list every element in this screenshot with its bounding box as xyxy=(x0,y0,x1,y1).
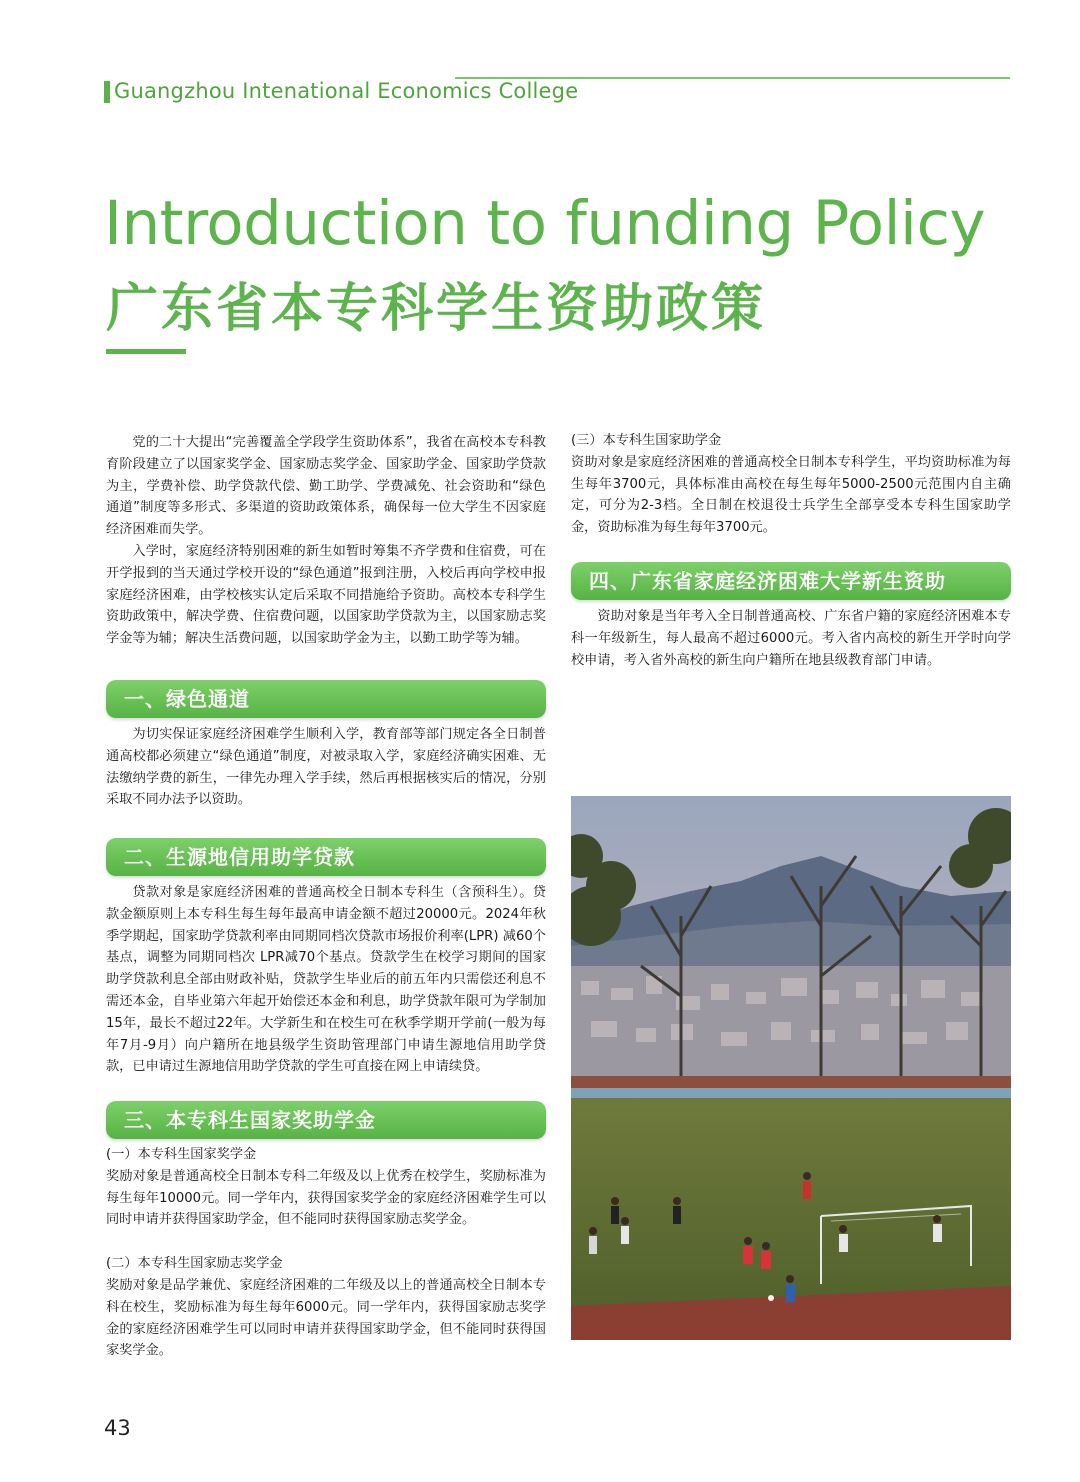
intro-paragraph-1: 党的二十大提出“完善覆盖全学段学生资助体系”，我省在高校本专科教育阶段建立了以国家奖学金、国家励志奖学金、国家助学金、国家助学贷款为主，学费补偿、助学贷款代偿、勤工助学、学费减免、社会资助和“绿色通道”制度等多形式、多渠道的资助政策体系，确保每一位大学生不因家庭经济困难而失学。 xyxy=(106,435,546,538)
intro-paragraph-2: 入学时，家庭经济特别困难的新生如暂时筹集不齐学费和住宿费，可在开学报到的当天通过学校开设的“绿色通道”报到注册，入校后再向学校申报家庭经济困难，由学校核实认定后采取不同措施给予资助。高校本专科学生资助政策中，解决学费、住宿费问题，以国家助学贷款为主，以国家励志奖学金等为辅；解决生活费问题，以国家助学金为主，以勤工助学等为辅。 xyxy=(106,543,546,647)
section-2-body-block xyxy=(106,882,546,1078)
header-accent-bar xyxy=(104,81,110,103)
section-3-header: 三、本专科生国家奖助学金 xyxy=(106,1101,546,1139)
college-name: Guangzhou Intenational Economics College xyxy=(114,79,579,103)
section-3-sub2-body: 奖励对象是品学兼优、家庭经济困难的二年级及以上的普通高校全日制本专科在校生，奖励标准为每生每年6000元。同一学年内，获得国家励志奖学金的家庭经济困难学生可以同时申请并获得国家助学金，但不能同时获得国家奖学金。 xyxy=(106,1277,546,1359)
section-4-header: 四、广东省家庭经济困难大学新生资助 xyxy=(571,562,1011,600)
section-2-header: 二、生源地信用助学贷款 xyxy=(106,838,546,876)
title-english: Introduction to funding Policy xyxy=(104,188,986,259)
section-3-sub3-block xyxy=(571,430,1011,539)
section-2-body: 贷款对象是家庭经济困难的普通高校全日制本专科生（含预科生）。贷款金额原则上本专科生每生每年最高申请金额不超过20000元。2024年秋季学期起，国家助学贷款利率由同期同档次贷款市场报价利率(LPR) 减60个基点，调整为同期同档次 LPR减70个基点。贷款学生在校学习期间的国家助学贷款利息全部由财政补贴，贷款学生毕业后的前五年内只需偿还利息不需还本金，自毕业第六年起开始偿还本金和利息，助学贷款年限可为学制加15年，最长不超过22年。大学新生和在校生可在秋季学期开学前(一般为每年7月-9月）向户籍所在地县级学生资助管理部门申请生源地信用助学贷款，已申请过生源地信用助学贷款的学生可直接在网上申请续贷。 xyxy=(106,885,546,1075)
section-3-sub3-body: 资助对象是家庭经济困难的普通高校全日制本专科学生，平均资助标准为每生每年3700元，具体标准由高校在每生每年5000-2500元范围内自主确定，可分为2-3档。全日制在校退役士兵学生全部享受本专科生国家助学金，资助标准为每生每年3700元。 xyxy=(571,454,1011,536)
section-3-sub1-title: (一）本专科生国家奖学金 xyxy=(106,1147,257,1162)
section-3-sub2-title: (二）本专科生国家励志奖学金 xyxy=(106,1256,283,1272)
section-3-sub1-body: 奖励对象是普通高校全日制本专科二年级及以上优秀在校学生，奖励标准为每生每年10000元。同一学年内，获得国家奖学金的家庭经济困难学生可以同时申请并获得国家助学金，但不能同时获得国家励志奖学金。 xyxy=(106,1168,546,1228)
section-3-sub3-title: (三）本专科生国家助学金 xyxy=(571,433,722,448)
section-1-header: 一、绿色通道 xyxy=(106,680,546,718)
section-1-body-block xyxy=(106,724,546,811)
intro-block xyxy=(106,432,546,650)
campus-football-photo xyxy=(571,796,1011,1340)
page-number: 43 xyxy=(104,1416,131,1440)
section-4-body: 资助对象是当年考入全日制普通高校、广东省户籍的家庭经济困难本专科一年级新生，每人最高不超过6000元。考入省内高校的新生开学时向学校申请，考入省外高校的新生向户籍所在地县级教育部门申请。 xyxy=(571,609,1011,668)
section-3-block xyxy=(106,1144,546,1362)
section-4-body-block xyxy=(571,606,1011,671)
title-chinese: 广东省本专科学生资助政策 xyxy=(106,279,767,339)
section-1-body: 为切实保证家庭经济困难学生顺利入学，教育部等部门规定各全日制普通高校都必须建立“绿色通道”制度，对被录取入学，家庭经济确实困难、无法缴纳学费的新生，一律先办理入学手续，然后再根据核实后的情况，分别采取不同办法予以资助。 xyxy=(106,727,546,808)
title-underline xyxy=(106,349,186,354)
